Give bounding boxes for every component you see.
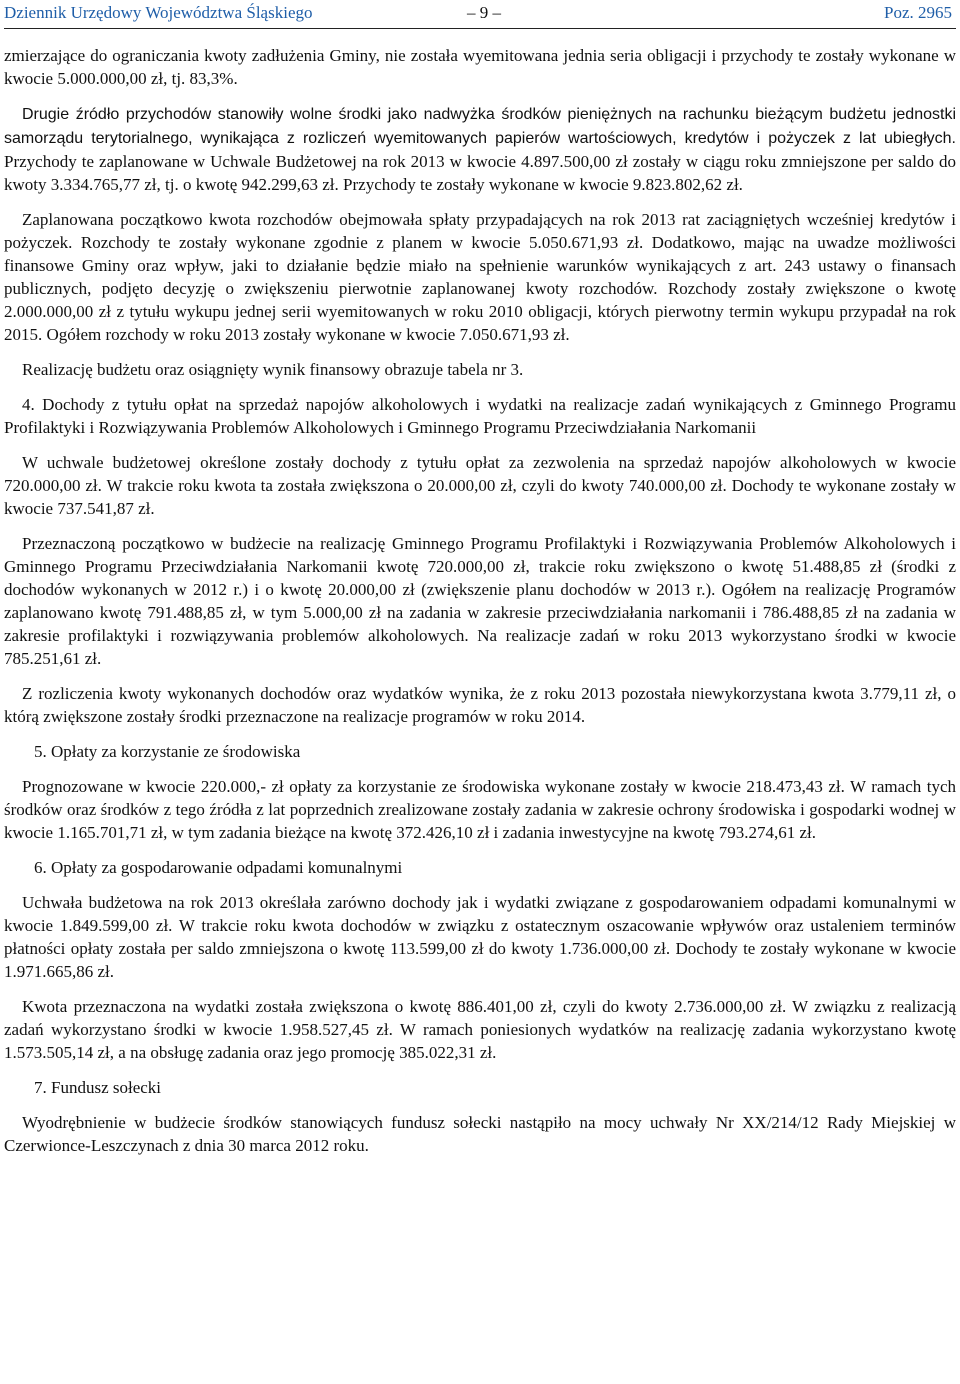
header-rule xyxy=(4,28,956,29)
section-heading-7: 7. Fundusz sołecki xyxy=(34,1078,162,1097)
paragraph: Wyodrębnienie w budżecie środków stanowiących fundusz sołecki nastąpiło na mocy uchwały Nr XX/214/12 Rady Miejskiej w Czerwionce-Leszczynach z dnia 30 marca 2012 roku. xyxy=(4,1113,956,1155)
paragraph: Z rozliczenia kwoty wykonanych dochodów oraz wydatków wynika, że z roku 2013 pozostała niewykorzystana kwota 3.779,11 zł, o którą zwiększone zostały środki przeznaczone na realizacje programów w roku 2014. xyxy=(4,684,956,726)
paragraph: Realizację budżetu oraz osiągnięty wynik finansowy obrazuje tabela nr 3. xyxy=(22,360,524,379)
paragraph: Uchwała budżetowa na rok 2013 określała zarówno dochody jak i wydatki związane z gospodarowaniem odpadami komunalnymi w kwocie 1.849.599,00 zł. W trakcie roku kwota dochodów w związku z ostatecznym oszacowanie wpływów oraz ustaleniem terminów płatności opłaty została per saldo zmniejszona o kwotę 113.599,00 zł do kwoty 1.736.000,00 zł. Dochody te zostały wykonane w kwocie 1.971.665,86 zł. xyxy=(4,893,956,981)
paragraph-part: Przychody te zaplanowane w Uchwale Budżetowej na rok 2013 w kwocie 4.897.500,00 zł zostały w ciągu roku zmniejszone per saldo do kwoty 3.334.765,77 zł, tj. o kwotę 942.299,63 zł. Przychody te zostały wykonane w kwocie 9.823.802,62 zł. xyxy=(4,152,956,194)
paragraph: Prognozowane w kwocie 220.000,- zł opłaty za korzystanie ze środowiska wykonane zostały w kwocie 218.473,43 zł. W ramach tych środków oraz środków z tego źródła z lat poprzednich zrealizowane zostały zadania w zakresie ochrony środowiska i gospodarki wodnej w kwocie 1.165.701,71 zł, w tym zadania bieżące na kwotę 372.426,10 zł i zadania inwestycyjne na kwotę 793.274,61 zł. xyxy=(4,777,956,842)
paragraph: Zaplanowana początkowo kwota rozchodów obejmowała spłaty przypadających na rok 2013 rat zaciągniętych wcześniej kredytów i pożyczek. Rozchody te zostały wykonane zgodnie z planem w kwocie 5.050.671,93 zł. Dodatkowo, mając na uwadze możliwości finansowe Gminy oraz wpływ, jaki to działanie będzie miało na spełnienie warunków wynikających z art. 243 ustawy o finansach publicznych, podjęto decyzję o zwiększeniu pierwotnie zaplanowanej kwoty rozchodów. Rozchody zostały zwiększone o kwotę 2.000.000,00 zł z tytułu wykupu jednej serii wyemitowanych w roku 2010 obligacji, których pierwotny termin wykupu przypadał na rok 2015. Ogółem rozchody w roku 2013 zostały wykonane w kwocie 7.050.671,93 zł. xyxy=(4,210,956,344)
page-number: – 9 – xyxy=(467,3,501,22)
section-heading-4: 4. Dochody z tytułu opłat na sprzedaż napojów alkoholowych i wydatki na realizacje zadań wynikających z Gminnego Programu Profilaktyki i Rozwiązywania Problemów Alkoholowych i Gminnego Programu Przeciwdziałania Narkomanii xyxy=(4,395,956,437)
paragraph: Przeznaczoną początkowo w budżecie na realizację Gminnego Programu Profilaktyki i Rozwiązywania Problemów Alkoholowych i Gminnego Programu Przeciwdziałania Narkomanii kwotę 720.000,00 zł, trakcie roku zwiększono o kwotę 51.488,85 zł (środki z dochodów wykonanych w 2012 r.) i o kwotę 20.000,00 zł (zwiększenie planu dochodów w 2013 r.). Ogółem na realizację Programów zaplanowano kwotę 791.488,85 zł, w tym 5.000,00 zł na zadania w zakresie przeciwdziałania narkomanii i 786.488,85 zł na zadania w zakresie profilaktyki i rozwiązywania problemów alkoholowych. Na realizacje zadań w roku 2013 wykorzystano środki w kwocie 785.251,61 zł. xyxy=(4,534,956,668)
journal-title: Dziennik Urzędowy Województwa Śląskiego xyxy=(4,3,313,22)
paragraph-part-sans: Drugie źródło przychodów stanowiły wolne środki jako nadwyżka środków pieniężnych na rachunku bieżącym budżetu jednostki samorządu terytorialnego, wynikająca z rozliczeń wyemitowanych papierów wartościowych, kredytów i pożyczek z lat ubiegłych. xyxy=(4,106,956,147)
paragraph: W uchwale budżetowej określone zostały dochody z tytułu opłat za zezwolenia na sprzedaż napojów alkoholowych w kwocie 720.000,00 zł. W trakcie roku kwota ta została zwiększona o 20.000,00 zł, czyli do kwoty 740.000,00 zł. Dochody te wykonane zostały w kwocie 737.541,87 zł. xyxy=(4,453,956,518)
section-heading-5: 5. Opłaty za korzystanie ze środowiska xyxy=(34,742,301,761)
section-heading-6: 6. Opłaty za gospodarowanie odpadami komunalnymi xyxy=(34,858,403,877)
position-number: Poz. 2965 xyxy=(884,3,952,22)
paragraph: Kwota przeznaczona na wydatki została zwiększona o kwotę 886.401,00 zł, czyli do kwoty 2.736.000,00 zł. W związku z realizacją zadań wykorzystano środki w kwocie 1.958.527,45 zł. W ramach poniesionych wydatków na realizację zadania wykorzystano kwotę 1.573.505,14 zł, a na obsługę zadania oraz jego promocję 385.022,31 zł. xyxy=(4,997,956,1062)
page-header xyxy=(4,2,956,24)
paragraph xyxy=(4,102,956,196)
document-body xyxy=(4,44,956,1157)
paragraph: zmierzające do ograniczania kwoty zadłużenia Gminy, nie została wyemitowana jednia seria obligacji i przychody te zostały wykonane w kwocie 5.000.000,00 zł, tj. 83,3%. xyxy=(4,46,956,88)
